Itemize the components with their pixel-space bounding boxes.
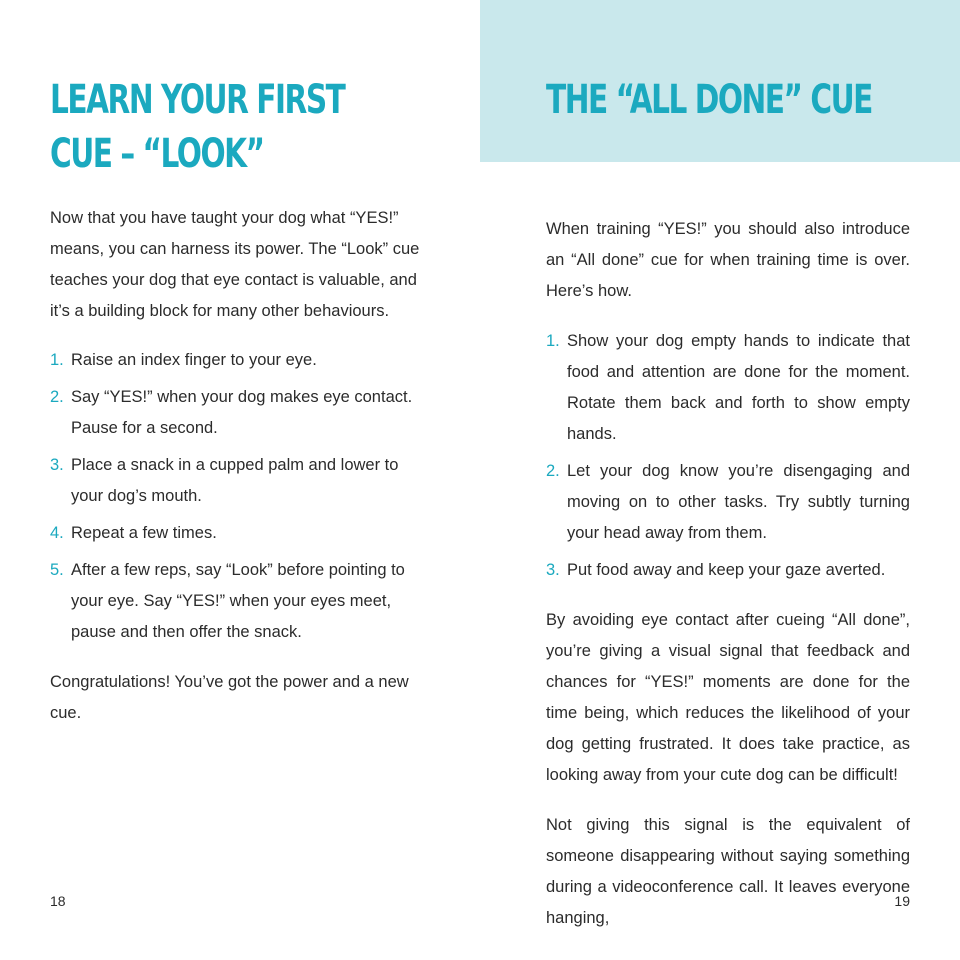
page-number-left: 18 [50,893,66,909]
right-page-title: THE “ALL DONE” CUE [546,77,872,123]
step-text: Show your dog empty hands to indicate that food and attention are done for the moment. Rotate them back and forth to show empty hands. [567,332,910,443]
all-done-cue-steps [546,326,910,586]
step-number: 5. [50,561,64,579]
right-page-body [546,214,910,953]
step-number: 4. [50,524,64,542]
step-text: Say “YES!” when your dog makes eye contact. Pause for a second. [71,388,413,437]
list-item [50,382,422,444]
left-title-line-1: LEARN YOUR FIRST [50,77,345,123]
right-page [480,0,960,960]
step-text: Put food away and keep your gaze averted. [567,561,886,579]
list-item [50,518,422,549]
list-item [546,326,910,450]
list-item [50,345,422,376]
right-paragraph-3: Not giving this signal is the equivalent of someone disappearing without saying something during a videoconference call. It leaves everyone hanging, [546,816,910,927]
step-text: After a few reps, say “Look” before pointing to your eye. Say “YES!” when your eyes meet, pause and then offer the snack. [71,561,405,641]
left-intro-paragraph: Now that you have taught your dog what “YES!” means, you can harness its power. The “Look” cue teaches your dog that eye contact is valuable, and it’s a building block for many other behaviours. [50,209,420,320]
step-number: 2. [50,388,64,406]
list-item [546,456,910,549]
step-number: 3. [50,456,64,474]
right-paragraph-2: By avoiding eye contact after cueing “All done”, you’re giving a visual signal that feedback and chances for “YES!” moments are done for the time being, which reduces the likelihood of your dog getting frustrated. It does take practice, as looking away from your cute dog can be difficult! [546,611,910,784]
left-page-title [50,73,344,181]
step-number: 1. [546,332,560,350]
step-text: Repeat a few times. [71,524,217,542]
right-intro-paragraph: When training “YES!” you should also introduce an “All done” cue for when training time is over. Here’s how. [546,220,910,300]
step-number: 2. [546,462,560,480]
list-item [50,555,422,648]
step-number: 3. [546,561,560,579]
left-outro-paragraph: Congratulations! You’ve got the power and a new cue. [50,673,409,722]
left-title-line-2: CUE – “LOOK” [50,131,264,177]
look-cue-steps [50,345,422,648]
list-item [546,555,910,586]
left-page-body [50,203,422,748]
step-text: Let your dog know you’re disengaging and moving on to other tasks. Try subtly turning your head away from them. [567,462,910,542]
list-item [50,450,422,512]
step-text: Raise an index finger to your eye. [71,351,317,369]
page-number-right: 19 [894,893,910,909]
step-text: Place a snack in a cupped palm and lower to your dog’s mouth. [71,456,399,505]
step-number: 1. [50,351,64,369]
